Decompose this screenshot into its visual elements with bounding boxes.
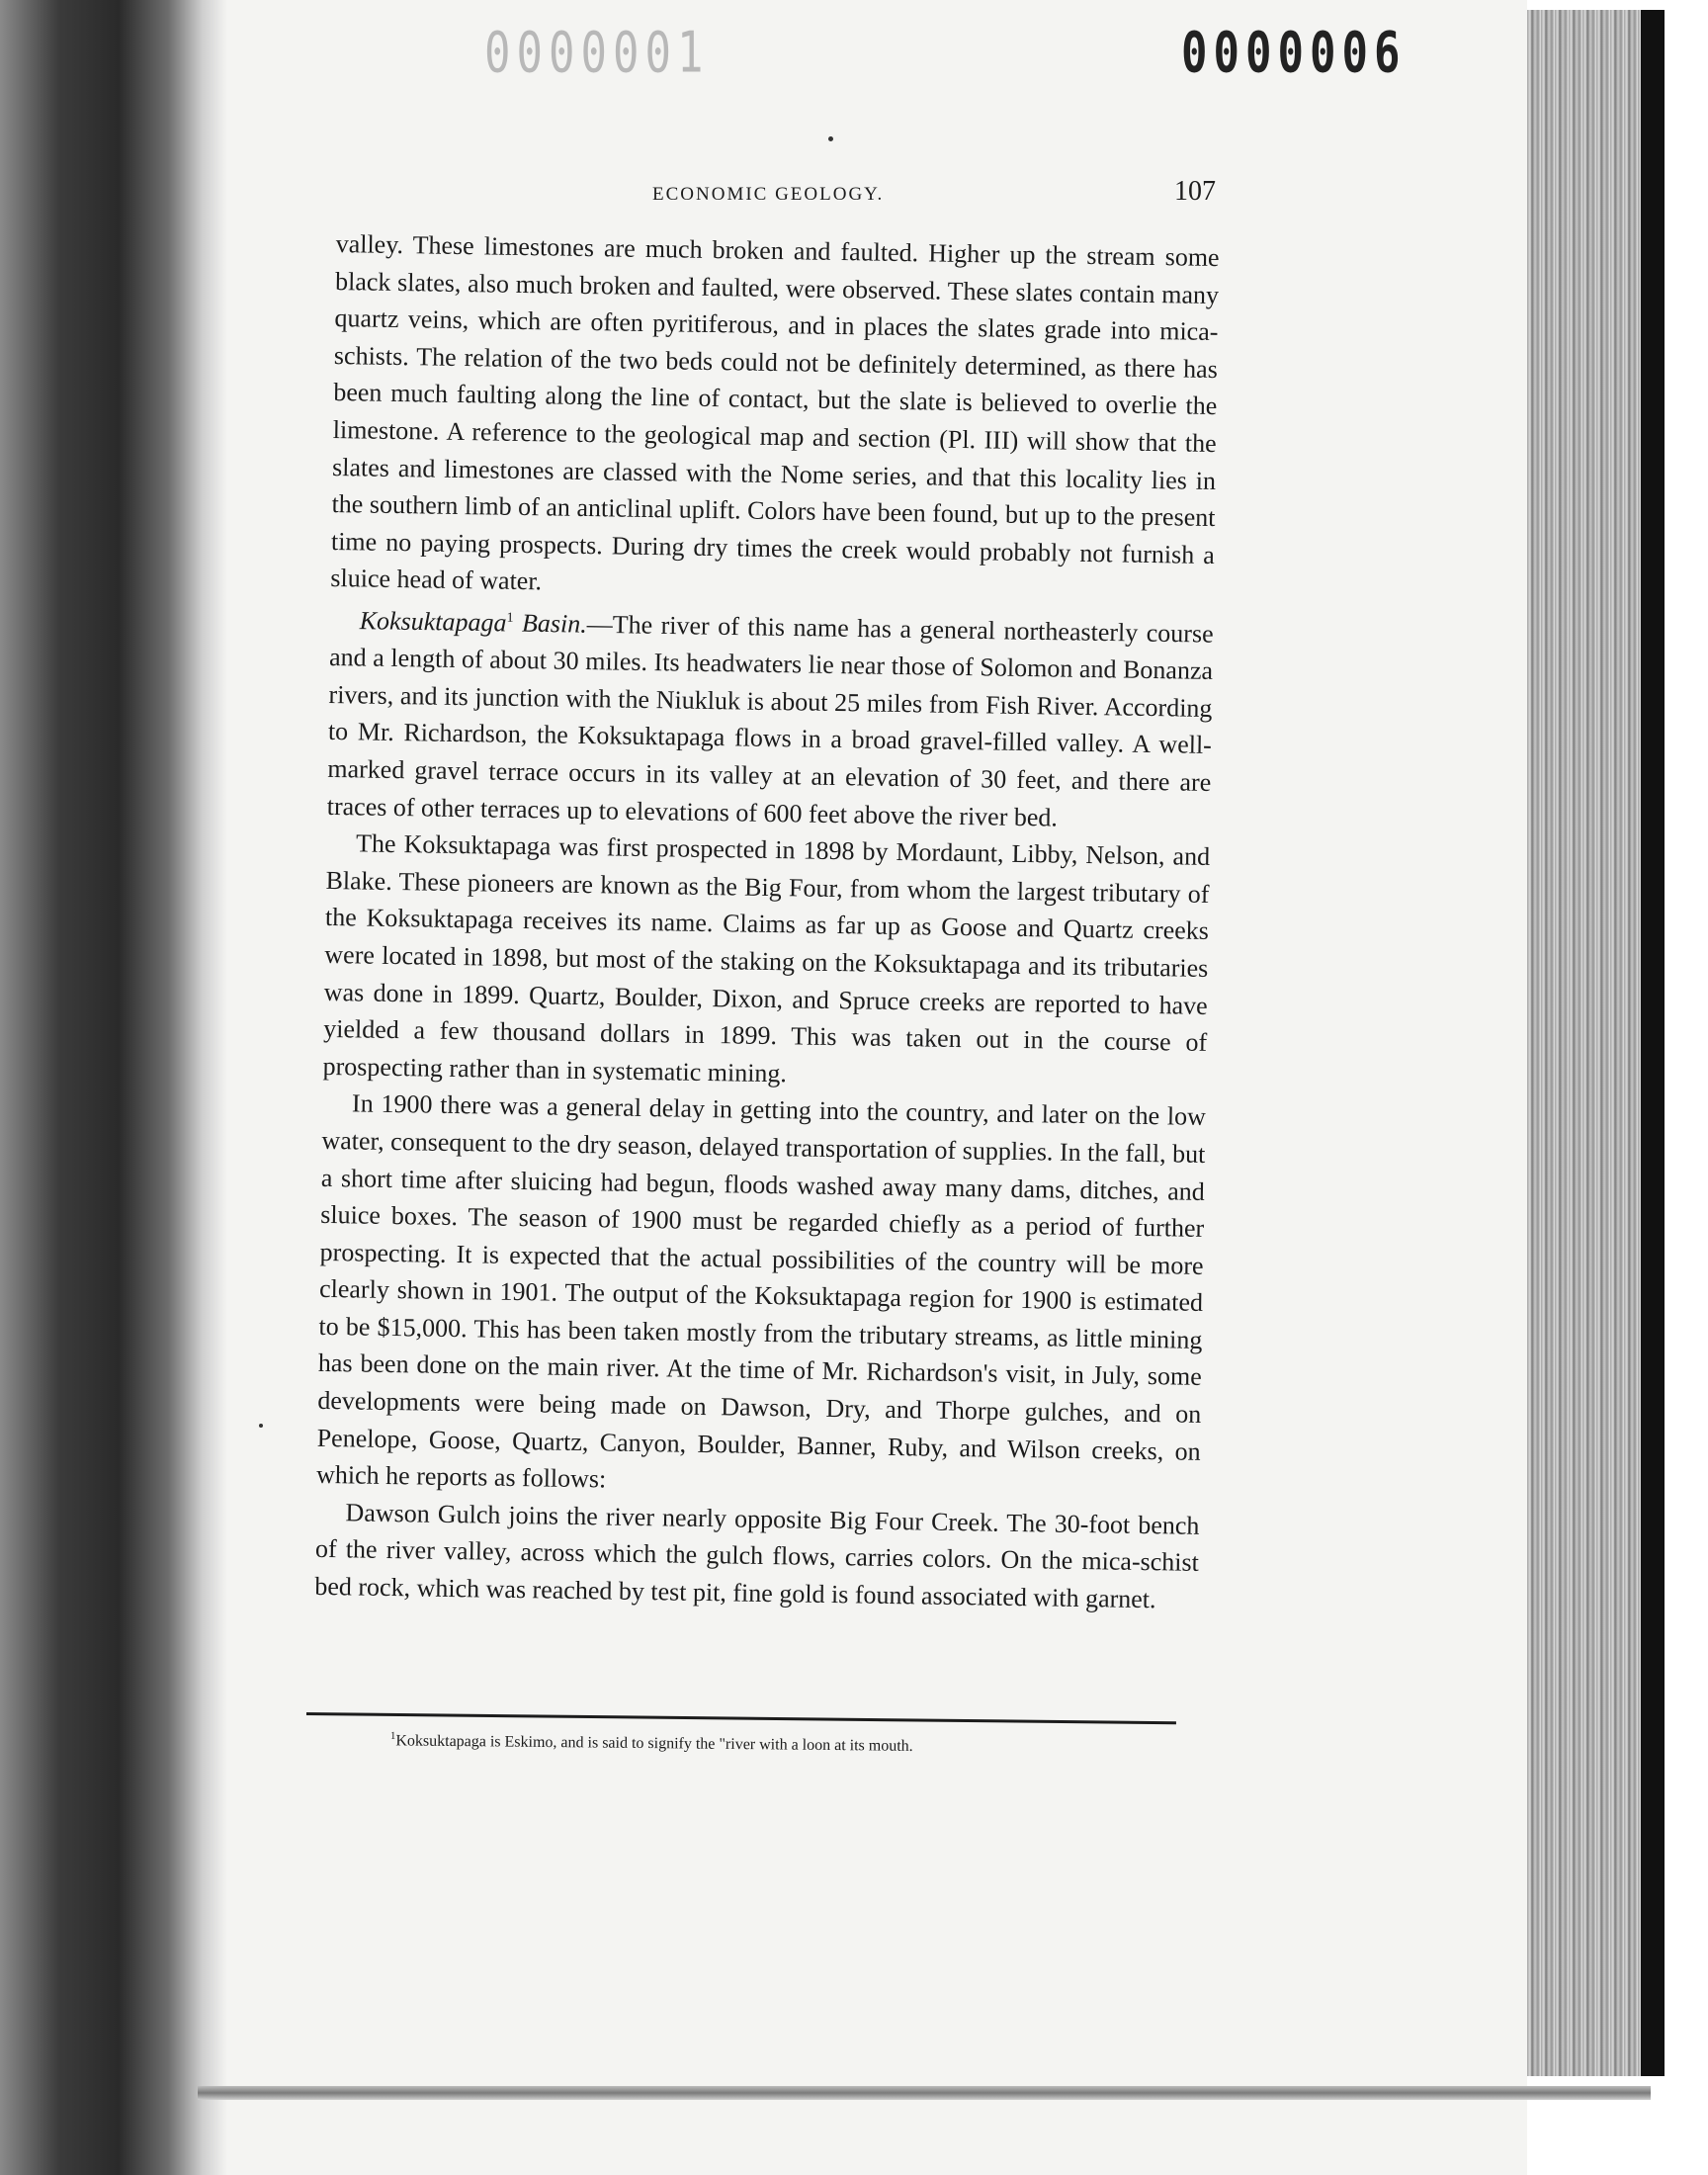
section-paragraph	[326, 597, 1214, 838]
page-number: 107	[1174, 176, 1216, 207]
footnote-rule	[306, 1712, 1176, 1724]
footnote-text: Koksuktapaga is Eskimo, and is said to signify the "river with a loon at its mouth.	[395, 1732, 913, 1755]
scan-page-edges	[1527, 10, 1646, 2076]
running-head	[326, 178, 1216, 218]
paragraph: The Koksuktapaga was first prospected in 1898 by Mordaunt, Libby, Nelson, and Blake. These pioneers are known as the Big Four, from whom the largest tributary of the Koksuktapaga receives its name. Claims as far up as Goose and Quartz creeks were located in 1898, but most of the staking on the Koksuktapaga and its tributaries was done in 1899. Quartz, Boulder, Dixon, and Spruce creeks are reported to have yielded a few thousand dollars in 1899. This was taken out in the course of prospecting rather than in systematic mining.	[322, 828, 1211, 1088]
paragraph: Dawson Gulch joins the river nearly opposite Big Four Creek. The 30-foot bench of the river valley, across which the gulch flows, carries colors. On the mica-schist bed rock, which was reached by test pit, fine gold is found associated with garnet.	[314, 1498, 1200, 1614]
section-text: —The river of this name has a general northeasterly course and a length of about 30 miles. Its headwaters lie near those of Solomon and Bonanza rivers, and its junction with the Niukluk is about 25 miles from Fish River. According to Mr. Richardson, the Koksuktapaga flows in a broad gravel-filled valley. A well-marked gravel terrace occurs in its valley at an elevation of 30 feet, and there are traces of other terraces up to elevations of 600 feet above the river bed.	[326, 609, 1214, 832]
paragraph: valley. These limestones are much broken and faulted. Higher up the stream some black slates, also much broken and faulted, were observed. These slates contain many quartz veins, which are often pyritiferous, and in places the slates grade into mica-schists. The relation of the two beds could not be definitely determined, as there has been much faulting along the line of contact, but the slate is believed to overlie the limestone. A reference to the geological map and section (Pl. III) will show that the slates and limestones are classed with the Nome series, and that this locality lies in the southern limb of an anticlinal uplift. Colors have been found, but up to the present time no paying prospects. During dry times the creek would probably not furnish a sluice head of water.	[330, 228, 1220, 596]
section-heading-suffix: Basin.	[513, 608, 587, 639]
stamp-number: 0000006	[1181, 20, 1407, 86]
footnote-reference: 1	[506, 610, 514, 626]
faint-stamp-number: 0000001	[484, 20, 710, 86]
footnote	[390, 1730, 1181, 1759]
running-title: ECONOMIC GEOLOGY.	[652, 184, 885, 205]
scan-binding-shadow	[0, 0, 227, 2175]
body-text	[314, 225, 1220, 1618]
scan-edge-dark-band	[1641, 10, 1665, 2076]
scan-bottom-edge	[198, 2086, 1651, 2100]
speck	[828, 136, 833, 141]
paragraph: In 1900 there was a general delay in getting into the country, and later on the low water, consequent to the dry season, delayed transportation of supplies. In the fall, but a short time after sluicing had begun, floods washed away many dams, ditches, and sluice boxes. The season of 1900 must be regarded chiefly as a period of further prospecting. It is expected that the actual possibilities of the country will be more clearly shown in 1901. The output of the Koksuktapaga region for 1900 is estimated to be $15,000. This has been taken mostly from the tributary streams, as little mining has been done on the main river. At the time of Mr. Richardson's visit, in July, some developments were being made on Dawson, Dry, and Thorpe gulches, and on Penelope, Goose, Quartz, Canyon, Boulder, Banner, Ruby, and Wilson creeks, on which he reports as follows:	[315, 1088, 1207, 1494]
speck	[259, 1424, 263, 1428]
footnote-mark: 1	[389, 1730, 396, 1743]
section-heading: Koksuktapaga	[359, 606, 507, 638]
